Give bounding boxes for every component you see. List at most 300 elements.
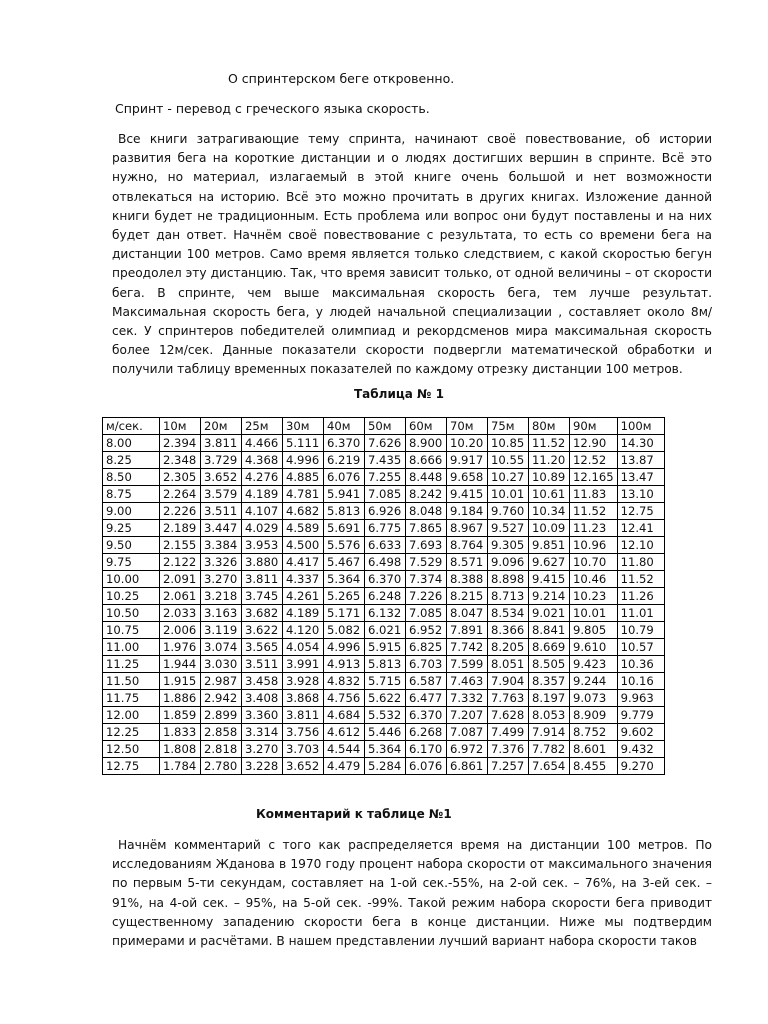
- time-cell: 3.228: [242, 758, 283, 775]
- time-cell: 4.479: [324, 758, 365, 775]
- time-cell: 1.976: [160, 639, 201, 656]
- time-cell: 6.370: [406, 707, 447, 724]
- time-cell: 6.132: [365, 605, 406, 622]
- time-cell: 12.90: [570, 435, 618, 452]
- time-cell: 8.841: [529, 622, 570, 639]
- time-cell: 5.171: [324, 605, 365, 622]
- time-cell: 3.360: [242, 707, 283, 724]
- time-cell: 2.264: [160, 486, 201, 503]
- time-cell: 2.348: [160, 452, 201, 469]
- time-cell: 1.886: [160, 690, 201, 707]
- time-cell: 5.813: [324, 503, 365, 520]
- table-row: [103, 435, 665, 452]
- time-cell: 3.511: [201, 503, 242, 520]
- time-cell: 3.928: [283, 673, 324, 690]
- time-cell: 9.527: [488, 520, 529, 537]
- time-cell: 2.305: [160, 469, 201, 486]
- time-cell: 4.589: [283, 520, 324, 537]
- speed-cell: 9.75: [103, 554, 160, 571]
- table-row: [103, 707, 665, 724]
- time-cell: 8.764: [447, 537, 488, 554]
- speed-cell: 12.00: [103, 707, 160, 724]
- time-cell: 6.477: [406, 690, 447, 707]
- time-cell: 10.36: [617, 656, 664, 673]
- time-cell: 3.991: [283, 656, 324, 673]
- time-cell: 7.435: [365, 452, 406, 469]
- time-cell: 7.226: [406, 588, 447, 605]
- time-cell: 6.972: [447, 741, 488, 758]
- time-cell: 7.085: [406, 605, 447, 622]
- time-cell: 3.565: [242, 639, 283, 656]
- time-cell: 4.466: [242, 435, 283, 452]
- time-cell: 10.61: [529, 486, 570, 503]
- time-cell: 5.265: [324, 588, 365, 605]
- time-cell: 7.376: [488, 741, 529, 758]
- time-cell: 3.703: [283, 741, 324, 758]
- time-cell: 6.370: [324, 435, 365, 452]
- time-cell: 3.811: [283, 707, 324, 724]
- time-cell: 8.967: [447, 520, 488, 537]
- time-cell: 3.811: [242, 571, 283, 588]
- speed-cell: 12.50: [103, 741, 160, 758]
- time-cell: 10.20: [447, 435, 488, 452]
- time-cell: 7.085: [365, 486, 406, 503]
- time-cell: 9.073: [570, 690, 618, 707]
- speed-cell: 11.25: [103, 656, 160, 673]
- time-cell: 13.10: [617, 486, 664, 503]
- speed-cell: 9.00: [103, 503, 160, 520]
- time-cell: 5.446: [365, 724, 406, 741]
- time-cell: 8.197: [529, 690, 570, 707]
- time-cell: 11.20: [529, 452, 570, 469]
- time-cell: 12.41: [617, 520, 664, 537]
- table-header-row: [103, 418, 665, 435]
- time-cell: 2.006: [160, 622, 201, 639]
- time-cell: 2.155: [160, 537, 201, 554]
- time-cell: 10.46: [570, 571, 618, 588]
- time-cell: 3.745: [242, 588, 283, 605]
- time-cell: 3.622: [242, 622, 283, 639]
- speed-cell: 10.00: [103, 571, 160, 588]
- table-row: [103, 673, 665, 690]
- time-cell: 7.782: [529, 741, 570, 758]
- speed-cell: 8.75: [103, 486, 160, 503]
- time-cell: 10.89: [529, 469, 570, 486]
- time-cell: 5.111: [283, 435, 324, 452]
- speed-cell: 9.25: [103, 520, 160, 537]
- time-cell: 3.756: [283, 724, 324, 741]
- time-cell: 7.463: [447, 673, 488, 690]
- table-header-cell: 75м: [488, 418, 529, 435]
- time-cell: 3.458: [242, 673, 283, 690]
- time-cell: 3.811: [201, 435, 242, 452]
- time-cell: 2.091: [160, 571, 201, 588]
- time-cell: 11.26: [617, 588, 664, 605]
- table-row: [103, 520, 665, 537]
- time-cell: 2.942: [201, 690, 242, 707]
- time-cell: 2.189: [160, 520, 201, 537]
- time-cell: 8.909: [570, 707, 618, 724]
- time-cell: 8.448: [406, 469, 447, 486]
- table-header-cell: 10м: [160, 418, 201, 435]
- time-cell: 5.467: [324, 554, 365, 571]
- time-cell: 9.805: [570, 622, 618, 639]
- table-row: [103, 537, 665, 554]
- table-header-cell: 80м: [529, 418, 570, 435]
- time-cell: 4.054: [283, 639, 324, 656]
- table-row: [103, 554, 665, 571]
- time-cell: 4.832: [324, 673, 365, 690]
- table-header-cell: м/сек.: [103, 418, 160, 435]
- time-cell: 7.914: [529, 724, 570, 741]
- time-cell: 7.599: [447, 656, 488, 673]
- table-caption: Таблица № 1: [354, 387, 444, 401]
- table-row: [103, 690, 665, 707]
- time-cell: 4.781: [283, 486, 324, 503]
- table-header-cell: 30м: [283, 418, 324, 435]
- speed-cell: 10.25: [103, 588, 160, 605]
- time-cell: 2.394: [160, 435, 201, 452]
- time-cell: 6.498: [365, 554, 406, 571]
- time-cell: 9.244: [570, 673, 618, 690]
- table-header-cell: 60м: [406, 418, 447, 435]
- time-cell: 4.120: [283, 622, 324, 639]
- time-cell: 3.030: [201, 656, 242, 673]
- time-cell: 10.09: [529, 520, 570, 537]
- time-cell: 7.742: [447, 639, 488, 656]
- time-cell: 6.076: [324, 469, 365, 486]
- time-cell: 11.01: [617, 605, 664, 622]
- time-cell: 6.633: [365, 537, 406, 554]
- time-cell: 9.851: [529, 537, 570, 554]
- speed-cell: 12.75: [103, 758, 160, 775]
- speed-cell: 10.75: [103, 622, 160, 639]
- time-cell: 2.818: [201, 741, 242, 758]
- time-cell: 3.408: [242, 690, 283, 707]
- time-cell: 5.532: [365, 707, 406, 724]
- time-cell: 5.715: [365, 673, 406, 690]
- time-cell: 6.076: [406, 758, 447, 775]
- table-row: [103, 639, 665, 656]
- time-cell: 11.52: [570, 503, 618, 520]
- time-cell: 4.368: [242, 452, 283, 469]
- time-cell: 11.23: [570, 520, 618, 537]
- speed-time-table: [102, 417, 665, 775]
- time-cell: 1.944: [160, 656, 201, 673]
- time-cell: 9.184: [447, 503, 488, 520]
- time-cell: 4.913: [324, 656, 365, 673]
- time-cell: 5.691: [324, 520, 365, 537]
- time-cell: 4.682: [283, 503, 324, 520]
- time-cell: 3.074: [201, 639, 242, 656]
- time-cell: 6.952: [406, 622, 447, 639]
- time-cell: 4.029: [242, 520, 283, 537]
- table-row: [103, 452, 665, 469]
- time-cell: 1.859: [160, 707, 201, 724]
- time-cell: 12.10: [617, 537, 664, 554]
- time-cell: 9.658: [447, 469, 488, 486]
- time-cell: 4.544: [324, 741, 365, 758]
- time-cell: 4.996: [324, 639, 365, 656]
- time-cell: 2.780: [201, 758, 242, 775]
- time-cell: 3.447: [201, 520, 242, 537]
- time-cell: 3.218: [201, 588, 242, 605]
- time-cell: 10.57: [617, 639, 664, 656]
- table-header-cell: 50м: [365, 418, 406, 435]
- time-cell: 8.571: [447, 554, 488, 571]
- speed-cell: 11.75: [103, 690, 160, 707]
- time-cell: 10.01: [570, 605, 618, 622]
- time-cell: 7.529: [406, 554, 447, 571]
- time-cell: 3.384: [201, 537, 242, 554]
- time-cell: 9.415: [447, 486, 488, 503]
- time-cell: 7.891: [447, 622, 488, 639]
- time-cell: 8.752: [570, 724, 618, 741]
- time-cell: 11.80: [617, 554, 664, 571]
- time-cell: 7.626: [365, 435, 406, 452]
- time-cell: 10.70: [570, 554, 618, 571]
- time-cell: 1.833: [160, 724, 201, 741]
- time-cell: 7.255: [365, 469, 406, 486]
- time-cell: 3.511: [242, 656, 283, 673]
- time-cell: 6.268: [406, 724, 447, 741]
- time-cell: 9.779: [617, 707, 664, 724]
- table-header-cell: 40м: [324, 418, 365, 435]
- time-cell: 4.189: [242, 486, 283, 503]
- table-row: [103, 571, 665, 588]
- time-cell: 7.654: [529, 758, 570, 775]
- time-cell: 9.627: [529, 554, 570, 571]
- time-cell: 4.337: [283, 571, 324, 588]
- time-cell: 4.107: [242, 503, 283, 520]
- time-cell: 9.917: [447, 452, 488, 469]
- time-cell: 4.612: [324, 724, 365, 741]
- speed-cell: 12.25: [103, 724, 160, 741]
- time-cell: 2.858: [201, 724, 242, 741]
- time-cell: 4.276: [242, 469, 283, 486]
- time-cell: 8.047: [447, 605, 488, 622]
- time-cell: 7.374: [406, 571, 447, 588]
- time-cell: 3.868: [283, 690, 324, 707]
- time-cell: 5.364: [365, 741, 406, 758]
- time-cell: 8.666: [406, 452, 447, 469]
- time-cell: 6.170: [406, 741, 447, 758]
- table-row: [103, 503, 665, 520]
- time-cell: 8.357: [529, 673, 570, 690]
- time-cell: 8.242: [406, 486, 447, 503]
- time-cell: 5.941: [324, 486, 365, 503]
- time-cell: 5.813: [365, 656, 406, 673]
- table-header-cell: 70м: [447, 418, 488, 435]
- table-row: [103, 605, 665, 622]
- time-cell: 9.021: [529, 605, 570, 622]
- time-cell: 8.898: [488, 571, 529, 588]
- speed-cell: 8.50: [103, 469, 160, 486]
- time-cell: 9.096: [488, 554, 529, 571]
- time-cell: 9.415: [529, 571, 570, 588]
- table-row: [103, 724, 665, 741]
- speed-cell: 8.25: [103, 452, 160, 469]
- time-cell: 8.900: [406, 435, 447, 452]
- table-row: [103, 469, 665, 486]
- table-row: [103, 486, 665, 503]
- time-cell: 11.52: [529, 435, 570, 452]
- table-row: [103, 622, 665, 639]
- time-cell: 8.366: [488, 622, 529, 639]
- time-cell: 6.021: [365, 622, 406, 639]
- time-cell: 2.899: [201, 707, 242, 724]
- table-row: [103, 758, 665, 775]
- time-cell: 6.370: [365, 571, 406, 588]
- time-cell: 4.500: [283, 537, 324, 554]
- table-body: [103, 435, 665, 775]
- time-cell: 3.119: [201, 622, 242, 639]
- time-cell: 6.703: [406, 656, 447, 673]
- time-cell: 11.83: [570, 486, 618, 503]
- table-row: [103, 588, 665, 605]
- time-cell: 8.713: [488, 588, 529, 605]
- time-cell: 3.652: [283, 758, 324, 775]
- time-cell: 8.534: [488, 605, 529, 622]
- table-header-cell: 90м: [570, 418, 618, 435]
- time-cell: 7.087: [447, 724, 488, 741]
- time-cell: 3.326: [201, 554, 242, 571]
- time-cell: 3.652: [201, 469, 242, 486]
- table-row: [103, 656, 665, 673]
- time-cell: 10.16: [617, 673, 664, 690]
- time-cell: 3.314: [242, 724, 283, 741]
- time-cell: 8.455: [570, 758, 618, 775]
- table-header-cell: 25м: [242, 418, 283, 435]
- time-cell: 4.684: [324, 707, 365, 724]
- time-cell: 3.953: [242, 537, 283, 554]
- time-cell: 10.27: [488, 469, 529, 486]
- time-cell: 4.261: [283, 588, 324, 605]
- time-cell: 4.756: [324, 690, 365, 707]
- time-cell: 2.122: [160, 554, 201, 571]
- time-cell: 7.865: [406, 520, 447, 537]
- time-cell: 10.55: [488, 452, 529, 469]
- time-cell: 8.505: [529, 656, 570, 673]
- time-cell: 6.219: [324, 452, 365, 469]
- document-title: О спринтерском беге откровенно.: [228, 71, 455, 86]
- time-cell: 7.207: [447, 707, 488, 724]
- time-cell: 8.205: [488, 639, 529, 656]
- time-cell: 5.284: [365, 758, 406, 775]
- table-header-cell: 100м: [617, 418, 664, 435]
- time-cell: 12.52: [570, 452, 618, 469]
- time-cell: 10.01: [488, 486, 529, 503]
- time-cell: 6.861: [447, 758, 488, 775]
- time-cell: 4.189: [283, 605, 324, 622]
- time-cell: 8.215: [447, 588, 488, 605]
- time-cell: 6.775: [365, 520, 406, 537]
- time-cell: 9.760: [488, 503, 529, 520]
- time-cell: 7.499: [488, 724, 529, 741]
- time-cell: 6.248: [365, 588, 406, 605]
- time-cell: 7.628: [488, 707, 529, 724]
- time-cell: 9.423: [570, 656, 618, 673]
- time-cell: 7.693: [406, 537, 447, 554]
- time-cell: 4.885: [283, 469, 324, 486]
- speed-cell: 11.50: [103, 673, 160, 690]
- time-cell: 4.996: [283, 452, 324, 469]
- time-cell: 2.033: [160, 605, 201, 622]
- table-header-cell: 20м: [201, 418, 242, 435]
- time-cell: 3.579: [201, 486, 242, 503]
- time-cell: 3.163: [201, 605, 242, 622]
- time-cell: 9.432: [617, 741, 664, 758]
- time-cell: 5.622: [365, 690, 406, 707]
- time-cell: 10.96: [570, 537, 618, 554]
- time-cell: 1.808: [160, 741, 201, 758]
- comment-paragraph: Начнём комментарий с того как распределяется время на дистанции 100 метров. По исследованиям Жданова в 1970 году процент набора скорости от максимального значения по первым 5-ти секундам, составляет на 1-ой сек.-55%, на 2-ой сек. – 76%, на 3-ей сек. – 91%, на 4-ой сек. – 95%, на 5-ой сек. -99%. Такой режим набора скорости бега приводит существенному западению скорости бега в конце дистанции. Ниже мы подтвердим примерами и расчётами. В нашем представлении лучший вариант набора скорости таков: [112, 838, 712, 949]
- time-cell: 1.784: [160, 758, 201, 775]
- table-row: [103, 741, 665, 758]
- time-cell: 5.576: [324, 537, 365, 554]
- time-cell: 2.987: [201, 673, 242, 690]
- time-cell: 4.417: [283, 554, 324, 571]
- time-cell: 3.729: [201, 452, 242, 469]
- time-cell: 6.587: [406, 673, 447, 690]
- time-cell: 5.915: [365, 639, 406, 656]
- document-subtitle: Спринт - перевод с греческого языка скорость.: [115, 101, 430, 116]
- time-cell: 10.23: [570, 588, 618, 605]
- time-cell: 7.257: [488, 758, 529, 775]
- time-cell: 9.270: [617, 758, 664, 775]
- time-cell: 8.048: [406, 503, 447, 520]
- time-cell: 6.825: [406, 639, 447, 656]
- time-cell: 9.963: [617, 690, 664, 707]
- time-cell: 5.082: [324, 622, 365, 639]
- time-cell: 10.85: [488, 435, 529, 452]
- time-cell: 9.214: [529, 588, 570, 605]
- time-cell: 1.915: [160, 673, 201, 690]
- time-cell: 7.904: [488, 673, 529, 690]
- time-cell: 6.926: [365, 503, 406, 520]
- time-cell: 7.763: [488, 690, 529, 707]
- speed-cell: 8.00: [103, 435, 160, 452]
- time-cell: 2.061: [160, 588, 201, 605]
- time-cell: 8.601: [570, 741, 618, 758]
- time-cell: 8.053: [529, 707, 570, 724]
- comment-caption: Комментарий к таблице №1: [256, 807, 452, 821]
- time-cell: 10.79: [617, 622, 664, 639]
- speed-cell: 10.50: [103, 605, 160, 622]
- time-cell: 13.87: [617, 452, 664, 469]
- intro-paragraph: Все книги затрагивающие тему спринта, начинают своё повествование, об истории развития бега на короткие дистанции и о людях достигших вершин в спринте. Всё это нужно, но материал, излагаемый в этой книге очень большой и нет возможности отвлекаться на историю. Всё это можно прочитать в других книгах. Изложение данной книги будет не традиционным. Есть проблема или вопрос они будут поставлены и на них будет дан ответ. Начнём своё повествование с результата, то есть со времени бега на дистанции 100 метров. Само время является только следствием, с какой скоростью бегун преодолел эту дистанцию. Так, что время зависит только, от одной величины – от скорости бега. В спринте, чем выше максимальная скорость бега, тем лучше результат. Максимальная скорость бега, у людей начальной специализации , составляет около 8м/сек. У спринтеров победителей олимпиад и рекордсменов мира максимальная скорость более 12м/сек. Данные показатели скорости подвергли математической обработки и получили таблицу временных показателей по каждому отрезку дистанции 100 метров.: [112, 132, 712, 377]
- time-cell: 12.75: [617, 503, 664, 520]
- time-cell: 9.610: [570, 639, 618, 656]
- speed-cell: 11.00: [103, 639, 160, 656]
- time-cell: 3.270: [242, 741, 283, 758]
- time-cell: 8.669: [529, 639, 570, 656]
- time-cell: 2.226: [160, 503, 201, 520]
- time-cell: 3.270: [201, 571, 242, 588]
- time-cell: 12.165: [570, 469, 618, 486]
- time-cell: 7.332: [447, 690, 488, 707]
- time-cell: 3.880: [242, 554, 283, 571]
- time-cell: 8.388: [447, 571, 488, 588]
- time-cell: 8.051: [488, 656, 529, 673]
- time-cell: 5.364: [324, 571, 365, 588]
- time-cell: 11.52: [617, 571, 664, 588]
- time-cell: 13.47: [617, 469, 664, 486]
- time-cell: 14.30: [617, 435, 664, 452]
- time-cell: 10.34: [529, 503, 570, 520]
- time-cell: 3.682: [242, 605, 283, 622]
- speed-cell: 9.50: [103, 537, 160, 554]
